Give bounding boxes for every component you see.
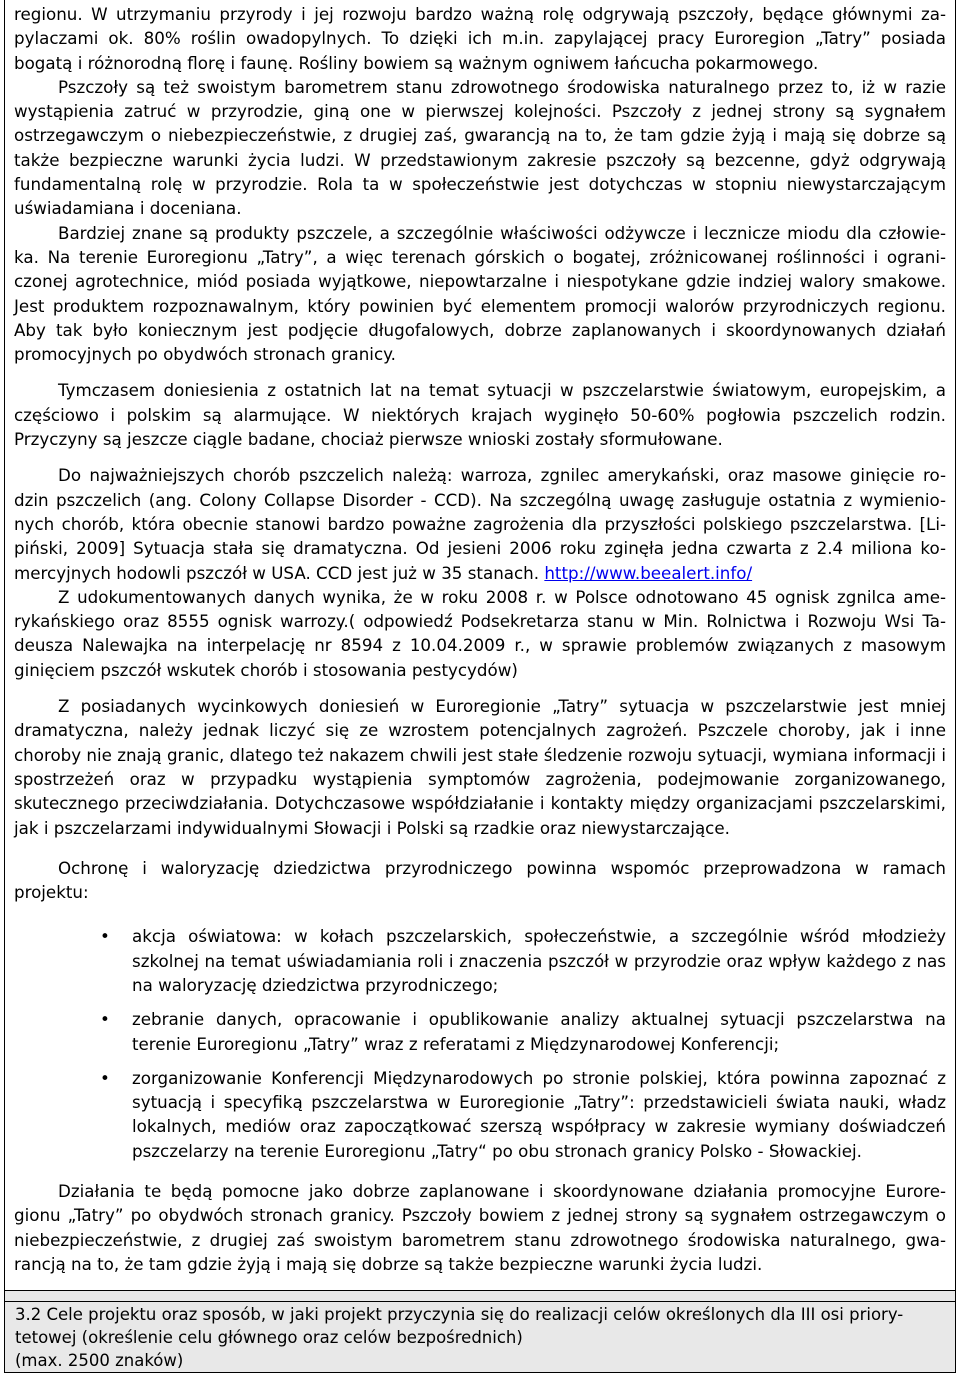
paragraph-diseases: Do najważniejszych chorób pszczelich należą: warroza, zgnilec amerykański, oraz masowe ginięcie ro- dzin pszczelich (ang. Colony Collapse Disorder - CCD). Na szczególną uwagę zasługuje ostatnia z wymienio- nych chorób, która obecnie stanowi bardzo poważne zagrożenia dla przyszłości polskiego pszczelarstwa. [Li- piński, 2009] Sytuacja stała się dramatyczna. Od jesieni 2006 roku zginęła jedna czwarta z 2.4 miliona ko- mercyjnych hodowli pszczół w USA. CCD jest już w 35 stanach. http://www.beealert.info/ (14, 465, 946, 583)
paragraph-protection: Ochronę i waloryzację dziedzictwa przyrodniczego powinna wspomóc przeprowadzona w ramach projektu: (14, 857, 946, 903)
list-item: • zorganizowanie Konferencji Międzynarodowych po stronie polskiej, która powinna zapoznać z sytuacją i specyfiką pszczelarstwa w Euroregionie „Tatry”: przedstawicieli świata nauki, władz lokalnych, mediów oraz zapoczątkować szerszą współpracy w zakresie wymiany doświadczeń pszczelarzy na terenie Euroregionu „Tatry“ po obu stronach granicy Polsko - Słowackiej. (100, 1067, 946, 1161)
bullet-icon: • (100, 926, 110, 947)
section-header-box (4, 1290, 956, 1373)
bullet-icon: • (100, 1067, 110, 1088)
list-item: • akcja oświatowa: w kołach pszczelarskich, społeczeństwie, a szczególnie wśród młodzieży szkolnej na temat uświadamiania roli i znaczenia pszczół w przyrodzie oraz wpływ każdego z nas na waloryzację dziedzictwa przyrodniczego; (100, 926, 946, 995)
section-3-2-heading: 3.2 Cele projektu oraz sposób, w jaki projekt przyczynia się do realizacji celów określonych dla III osi priory- tetowej (określenie celu głównego oraz celów bezpośrednich) (max. 2500 znaków) (15, 1305, 904, 1370)
paragraph-honey: Bardziej znane są produkty pszczele, a szczególnie właściwości odżywcze i lecznicze miodu dla człowie- ka. Na terenie Euroregionu „Tatry”, a więc terenach górskich o bogatej, zróżnicowanej roślinności i ograni- czonej agrotechnice, miód posiada wyjątkowe, niepowtarzalne i niespotykane gdzie indziej walory smakowe. Jest produktem rozpoznawalnym, który powinien być elementem promocji walorów przyrodniczych regionu. Aby tak było koniecznym jest podjęcie długofalowych, dobrze zaplanowanych i skoordynowanych działań promocyjnych po obydwóch stronach granicy. (14, 222, 946, 365)
paragraph-alarming: Tymczasem doniesienia z ostatnich lat na temat sytuacji w pszczelarstwie światowym, europejskim, a częściowo i polskim są alarmujące. W niektórych krajach wyginęło 50-60% pogłowia pszczelich rodzin. Przyczyny są jeszcze ciągle badane, chociaż pierwsze wnioski zostały sformułowane. (14, 380, 946, 450)
list-item: • zebranie danych, opracowanie i opublikowanie analizy aktualnej sytuacji pszczelarstwa na terenie Euroregionu „Tatry” wraz z referatami z Międzynarodowej Konferencji; (100, 1009, 946, 1054)
document-body (14, 2, 946, 1276)
paragraph-closing: Działania te będą pomocne jako dobrze zaplanowane i skoordynowane działania promocyjne Eurore- gionu „Tatry” po obydwóch stronach granicy. Pszczoły bowiem z jednej strony są sygnałem ostrzegawczym o niebezpieczeństwie, z drugiej zaś swoistym barometrem stanu zdrowotnego środowiska naturalnego, gwa- rancją na to, że tam gdzie żyją i mają się dobrze są także bezpieczne warunki życia ludzi. (14, 1181, 946, 1274)
beealert-link[interactable]: http://www.beealert.info/ (544, 562, 753, 583)
project-actions-list (14, 924, 946, 1163)
paragraph-data-2008: Z udokumentowanych danych wynika, że w roku 2008 r. w Polsce odnotowano 45 ognisk zgnilca ame- rykańskiego oraz 8555 ognisk warrozy.( odpowiedź Podsekretarza stanu w Min. Rolnictwa i Rozwoju Wsi Ta- deusza Nalewajka na interpelację nr 8594 z 10.04.2009 r., w sprawie problemów związanych z masowym ginięciem pszczół wskutek chorób i stosowania pestycydów) (14, 586, 946, 680)
divider (5, 1301, 955, 1302)
paragraph-euroregion: Z posiadanych wycinkowych doniesień w Euroregionie „Tatry” sytuacja w pszczelarstwie jest mniej dramatyczna, należy jednak liczyć się ze wzrostem potencjalnych zagrożeń. Pszczele choroby, jak i inne choroby nie znają granic, dlatego też nakazem chwili jest stałe śledzenie rozwoju sytuacji, wymiana informacji i spostrzeżeń oraz w przypadku wystąpienia symptomów zagrożenia, podejmowanie zorganizowanego, skutecznego przeciwdziałania. Dotychczasowe współdziałanie i kontakty między organizacjami pszczelarskimi, jak i pszczelarzami indywidualnymi Słowacji i Polski są rzadkie oraz niewystarczające. (14, 696, 946, 838)
paragraph-barometer: Pszczoły są też swoistym barometrem stanu zdrowotnego środowiska naturalnego przez to, iż w razie wystąpienia zatruć w przyrodzie, giną one w pierwszej kolejności. Pszczoły z jednej strony są sygnałem ostrzegawczym o niebezpieczeństwie, z drugiej zaś, gwarancją na to, że tam gdzie żyją i mają się dobrze są także bezpieczne warunki życia ludzi. W przedstawionym zakresie pszczoły są bezcenne, gdyż odgrywają fundamentalną rolę w przyrodzie. Rola ta w społeczeństwie jest dotychczas w stopniu niewystarczającym uświadamiana i doceniana. (14, 76, 946, 219)
paragraph-intro: regionu. W utrzymaniu przyrody i jej rozwoju bardzo ważną rolę odgrywają pszczoły, będące głównymi za- pylaczami ok. 80% roślin owadopylnych. To dzięki ich m.in. zapylającej pracy Euroregion „Tatry” posiada bogatą i różnorodną florę i faunę. Rośliny bowiem są ważnym ogniwem łańcucha pokarmowego. (14, 4, 946, 73)
bullet-icon: • (100, 1009, 110, 1030)
